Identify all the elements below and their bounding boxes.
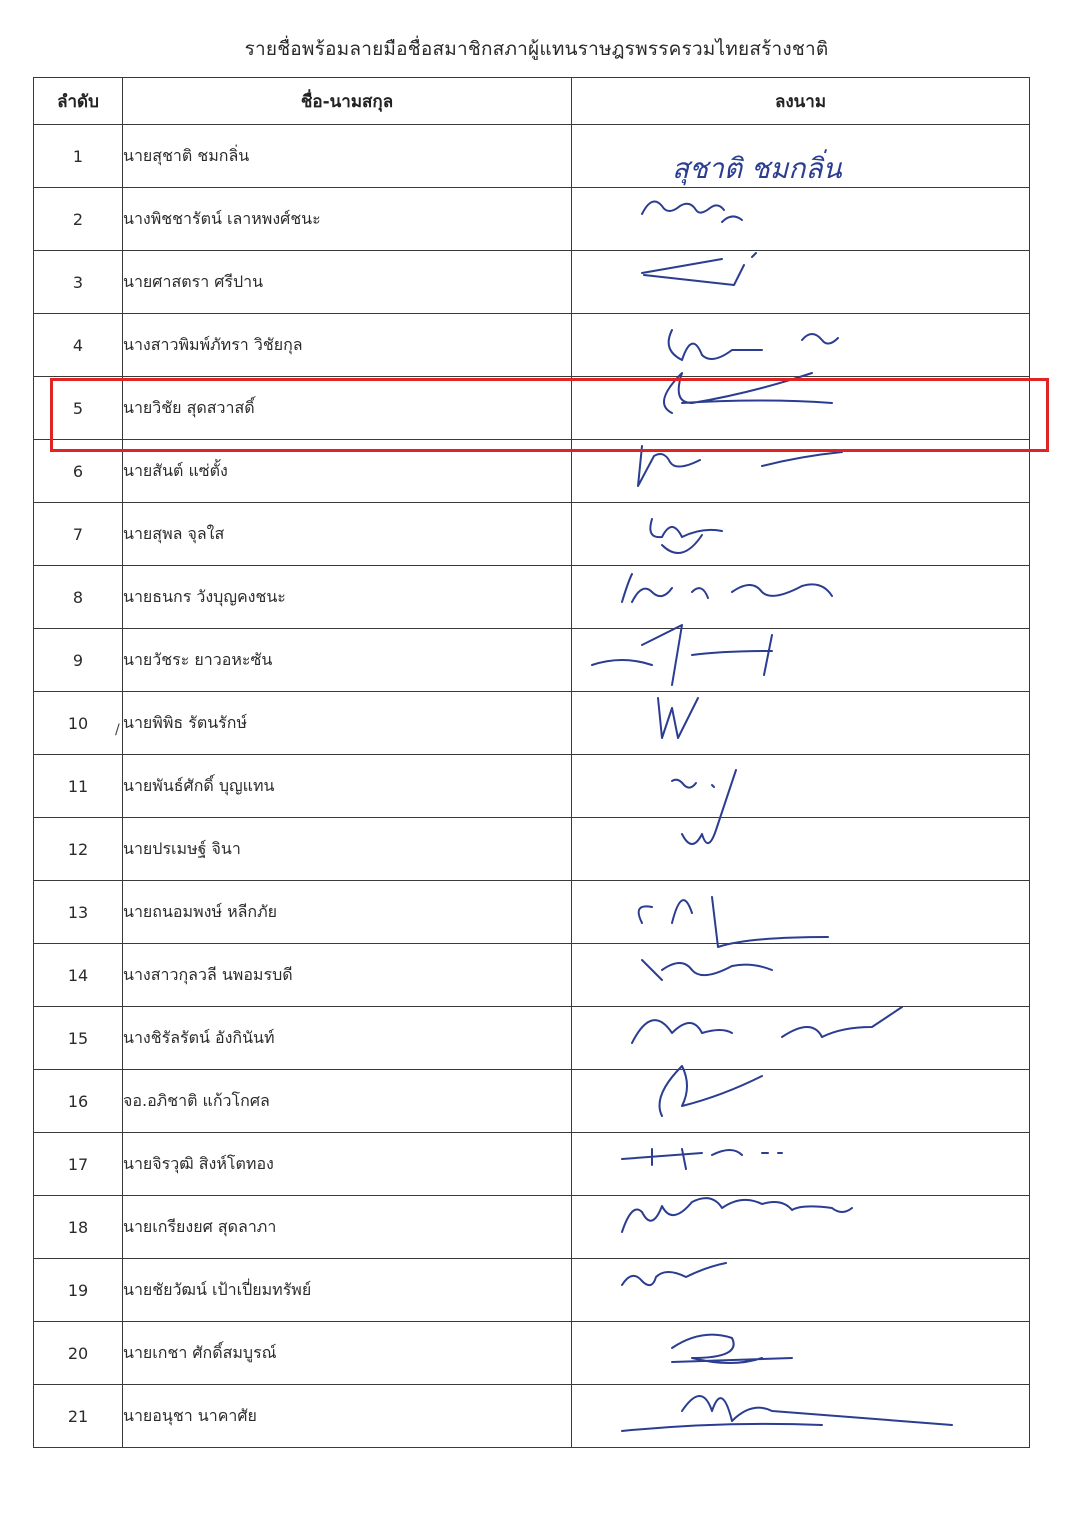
signature-stroke — [622, 1396, 952, 1431]
row-member-name: นายสุชาติ ชมกลิ่น — [123, 125, 572, 188]
row-member-name: นางพิชชารัตน์ เลาหพงศ์ชนะ — [123, 188, 572, 251]
row-order-number: 15 — [34, 1007, 123, 1070]
signature-stroke — [664, 373, 832, 413]
row-order-number: 20 — [34, 1322, 123, 1385]
header-signature: ลงนาม — [572, 78, 1030, 125]
row-order-number: 14 — [34, 944, 123, 1007]
row-member-name: นายเกชา ศักดิ์สมบูรณ์ — [123, 1322, 572, 1385]
row-order-number: 6 — [34, 440, 123, 503]
row-order-number: 17 — [34, 1133, 123, 1196]
row-member-name: นางชิรัลรัตน์ อังกินันท์ — [123, 1007, 572, 1070]
signature-stroke — [672, 1335, 792, 1363]
row-member-name: นายถนอมพงษ์ หลีกภัย — [123, 881, 572, 944]
row-order-number: 18 — [34, 1196, 123, 1259]
signature-stroke — [622, 1149, 782, 1169]
row-order-number: 21 — [34, 1385, 123, 1448]
signature-stroke — [638, 446, 842, 486]
row-member-name: นายศาสตรา ศรีปาน — [123, 251, 572, 314]
row-member-name: นายวิชัย สุดสวาสดิ์ — [123, 377, 572, 440]
row-member-name: นายชัยวัฒน์ เป้าเปี่ยมทรัพย์ — [123, 1259, 572, 1322]
signature-stroke — [658, 698, 698, 738]
row-order-number: 5 — [34, 377, 123, 440]
header-name: ชื่อ-นามสกุล — [123, 78, 572, 125]
row-order-number: 11 — [34, 755, 123, 818]
row-order-number: 16 — [34, 1070, 123, 1133]
handwritten-signature: สุชาติ ชมกลิ่น — [672, 152, 842, 185]
signature-stroke — [669, 330, 838, 360]
table-row — [34, 1385, 1030, 1448]
signature-stroke — [660, 1066, 763, 1116]
row-member-name: นายพิพิธ รัตนรักษ์ — [123, 692, 572, 755]
signature-stroke — [642, 202, 742, 223]
document-title: รายชื่อพร้อมลายมือชื่อสมาชิกสภาผู้แทนราษฎรพรรครวมไทยสร้างชาติ — [244, 38, 829, 60]
signature-stroke — [642, 960, 772, 980]
row-member-name: นายสันต์ แซ่ตั้ง — [123, 440, 572, 503]
pen-mark: / — [115, 722, 120, 738]
row-order-number: 2 — [34, 188, 123, 251]
row-order-number: 3 — [34, 251, 123, 314]
row-member-name: นางสาวพิมพ์ภัทรา วิชัยกุล — [123, 314, 572, 377]
signature-stroke — [622, 1263, 726, 1285]
row-member-name: นายเกรียงยศ สุดลาภา — [123, 1196, 572, 1259]
row-order-number: 7 — [34, 503, 123, 566]
row-member-name: นายวัชระ ยาวอหะซัน — [123, 629, 572, 692]
row-order-number: 9 — [34, 629, 123, 692]
row-member-name: จอ.อภิชาติ แก้วโกศล — [123, 1070, 572, 1133]
row-signature-cell — [572, 1385, 1030, 1448]
signature-stroke — [592, 625, 772, 685]
row-order-number: 12 — [34, 818, 123, 881]
signature-stroke — [622, 1198, 852, 1232]
row-order-number: 19 — [34, 1259, 123, 1322]
header-order: ลำดับ — [34, 78, 123, 125]
row-member-name: นายจิรวุฒิ สิงห์โตทอง — [123, 1133, 572, 1196]
signature-stroke — [650, 519, 722, 553]
row-member-name: นายสุพล จุลใส — [123, 503, 572, 566]
table-header-row — [34, 78, 1030, 125]
handwritten-signature — [572, 1371, 1030, 1461]
row-order-number: 4 — [34, 314, 123, 377]
row-member-name: นายธนกร วังบุญคงชนะ — [123, 566, 572, 629]
signature-stroke — [632, 1007, 902, 1043]
row-order-number: 10 — [34, 692, 123, 755]
signature-stroke — [672, 780, 714, 788]
row-order-number: 1 — [34, 125, 123, 188]
row-member-name: นางสาวกุลวลี นพอมรบดี — [123, 944, 572, 1007]
signature-stroke — [642, 253, 756, 285]
row-member-name: นายพันธ์ศักดิ์ บุญแทน — [123, 755, 572, 818]
row-member-name: นายอนุชา นาคาศัย — [123, 1385, 572, 1448]
row-order-number: 13 — [34, 881, 123, 944]
row-order-number: 8 — [34, 566, 123, 629]
row-member-name: นายปรเมษฐ์ จินา — [123, 818, 572, 881]
signature-table — [33, 77, 1030, 1448]
signature-stroke — [622, 574, 832, 602]
